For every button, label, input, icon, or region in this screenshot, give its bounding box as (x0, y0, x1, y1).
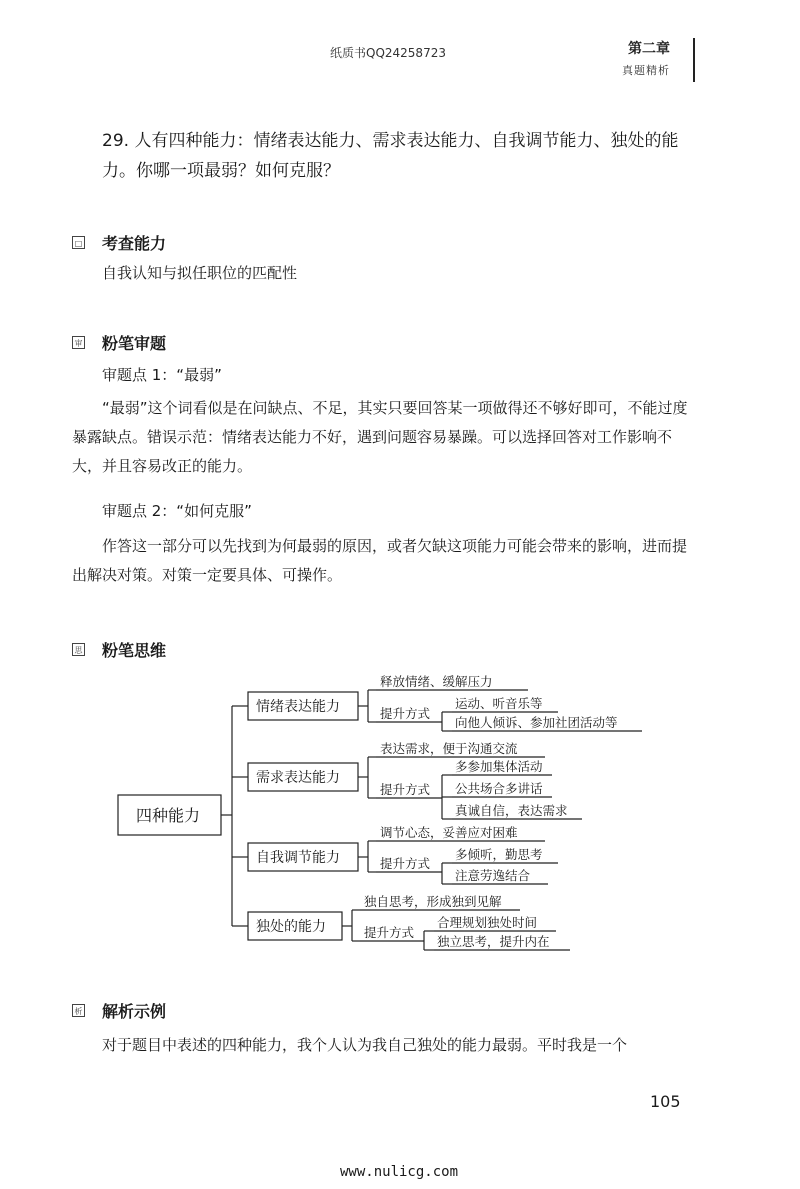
example-section-content: 对于题目中表述的四种能力，我个人认为我自己独处的能力最弱。平时我是一个 (102, 1036, 628, 1054)
page-number: 105 (650, 1092, 681, 1111)
branch-3-item-1: 多倾听，勤思考 (455, 847, 543, 862)
review-section-icon: 审 (72, 336, 85, 349)
footer-url: www.nulicg.com (340, 1164, 459, 1180)
branch-3-method: 提升方式 (380, 856, 431, 871)
branch-4-item-2: 独立思考，提升内在 (437, 934, 550, 949)
chapter-title: 第二章 (628, 41, 670, 57)
branch-1-item-1: 运动、听音乐等 (455, 696, 543, 711)
question-text: 29. 人有四种能力：情绪表达能力、需求表达能力、自我调节能力、独处的能力。你哪一项最弱？如何克服？ (102, 131, 679, 181)
ability-section-content: 自我认知与拟任职位的匹配性 (102, 264, 298, 282)
branch-1-first: 释放情绪、缓解压力 (380, 674, 493, 689)
thinking-section-icon: 思 (72, 643, 85, 656)
branch-4-first: 独自思考，形成独到见解 (364, 894, 502, 909)
branch-label-2: 需求表达能力 (256, 770, 340, 786)
review-point2-text: 作答这一部分可以先找到为何最弱的原因，或者欠缺这项能力可能会带来的影响，进而提出解决对策。对策一定要具体、可操作。 (72, 537, 688, 584)
branch-2-first: 表达需求，便于沟通交流 (380, 741, 518, 756)
branch-3-first: 调节心态，妥善应对困难 (380, 825, 518, 840)
review-point2-title: 审题点 2：“如何克服” (102, 502, 252, 520)
branch-4-method: 提升方式 (364, 925, 415, 940)
mindmap-root-label: 四种能力 (136, 806, 201, 825)
branch-2-method: 提升方式 (380, 782, 431, 797)
branch-2-item-3: 真诚自信，表达需求 (455, 803, 568, 818)
branch-label-3: 自我调节能力 (256, 850, 340, 866)
thinking-section-title: 粉笔思维 (102, 641, 167, 660)
branch-label-4: 独处的能力 (256, 919, 326, 935)
example-section-icon: 析 (72, 1004, 85, 1017)
review-point1-title: 审题点 1：“最弱” (102, 366, 222, 384)
branch-3-item-2: 注意劳逸结合 (455, 868, 531, 883)
ability-section-icon: □ (72, 236, 85, 249)
branch-1-method: 提升方式 (380, 706, 431, 721)
review-point1-text: “最弱”这个词看似是在问缺点、不足，其实只要回答某一项做得还不够好即可，不能过度暴露缺点。错误示范：情绪表达能力不好，遇到问题容易暴躁。可以选择回答对工作影响不大，并且容易改正的能力。 (72, 399, 688, 475)
branch-label-1: 情绪表达能力 (256, 699, 340, 715)
chapter-subtitle: 真题精析 (622, 64, 670, 77)
branch-1-item-2: 向他人倾诉、参加社团活动等 (455, 715, 618, 730)
branch-4-item-1: 合理规划独处时间 (437, 915, 538, 930)
header-center-text: 纸质书QQ24258723 (330, 46, 446, 60)
ability-section-title: 考查能力 (102, 234, 167, 253)
branch-2-item-1: 多参加集体活动 (455, 759, 543, 774)
branch-2-item-2: 公共场合多讲话 (455, 781, 543, 796)
review-section-title: 粉笔审题 (102, 334, 167, 353)
example-section-title: 解析示例 (102, 1002, 167, 1021)
